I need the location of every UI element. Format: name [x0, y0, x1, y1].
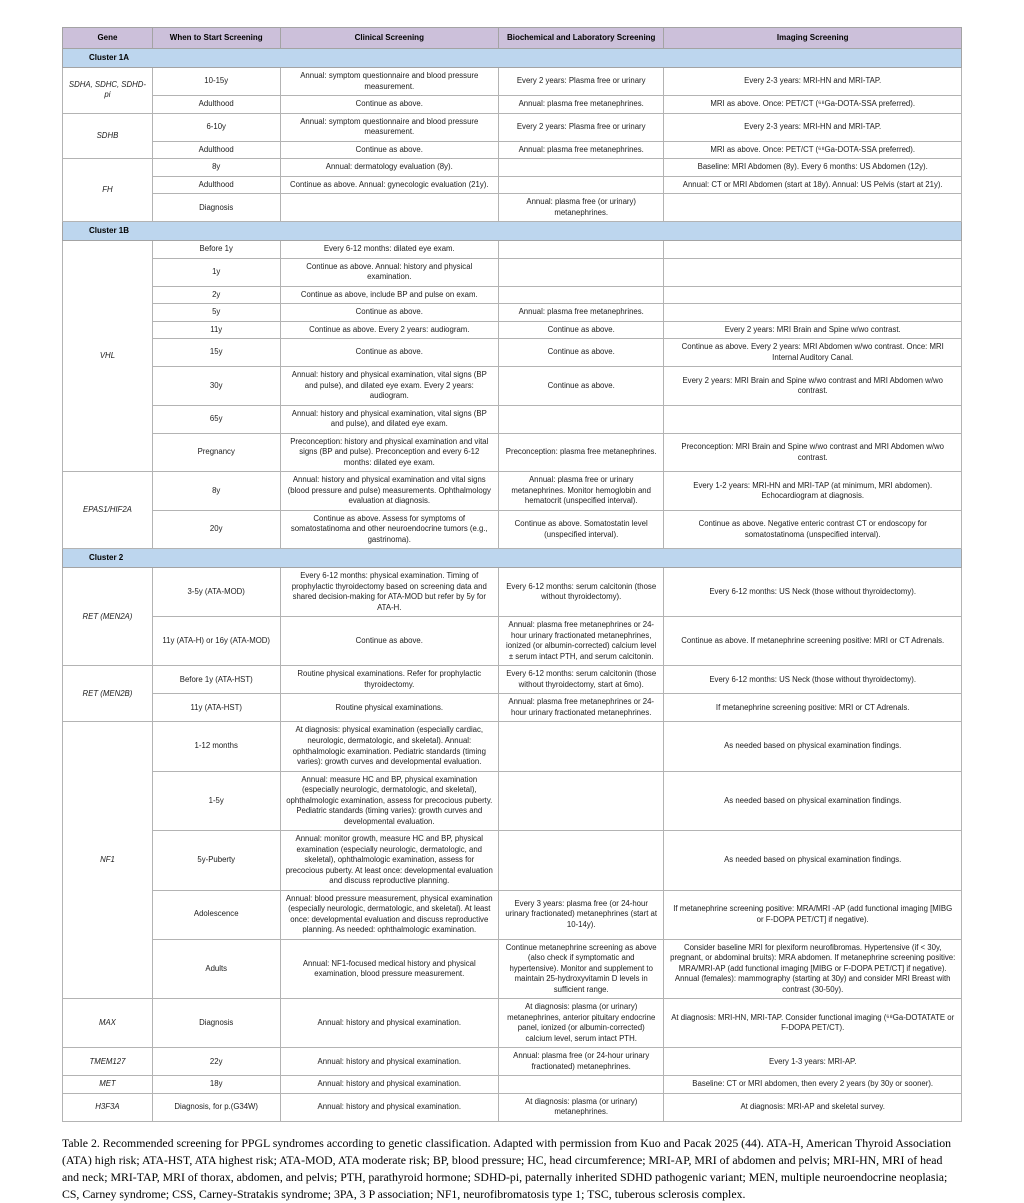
when-cell: 18y	[152, 1076, 280, 1094]
imaging-cell: If metanephrine screening positive: MRI or CT Adrenals.	[664, 694, 962, 722]
biochem-cell	[499, 159, 664, 177]
imaging-cell: Every 2-3 years: MRI-HN and MRI-TAP.	[664, 68, 962, 96]
imaging-cell	[664, 304, 962, 322]
when-cell: Diagnosis	[152, 999, 280, 1048]
imaging-cell: If metanephrine screening positive: MRA/MRI -AP (add functional imaging [MIBG or F-DOPA PET/CT] if negative).	[664, 890, 962, 939]
clinical-cell: Annual: symptom questionnaire and blood pressure measurement.	[280, 113, 498, 141]
table-row	[63, 617, 962, 666]
clinical-cell: Annual: history and physical examination.	[280, 1076, 498, 1094]
biochem-cell: Every 6-12 months: serum calcitonin (those without thyroidectomy, start at 6mo).	[499, 666, 664, 694]
gene-name: EPAS1/HIF2A	[63, 472, 153, 549]
imaging-cell: At diagnosis: MRI-HN, MRI-TAP. Consider functional imaging (⁶⁸Ga-DOTATATE or F-DOPA PET/CT).	[664, 999, 962, 1048]
cluster-band: Cluster 1A	[63, 49, 962, 68]
table-row	[63, 159, 962, 177]
when-cell: 65y	[152, 405, 280, 433]
clinical-cell: Continue as above. Assess for symptoms of somatostatinoma and other neuroendocrine tumors (e.g., gastrinoma).	[280, 510, 498, 549]
biochem-cell: Every 6-12 months: serum calcitonin (those without thyroidectomy).	[499, 568, 664, 617]
when-cell: 5y	[152, 304, 280, 322]
imaging-cell: Continue as above. If metanephrine screening positive: MRI or CT Adrenals.	[664, 617, 962, 666]
cluster-row	[63, 222, 962, 241]
imaging-cell: At diagnosis: MRI-AP and skeletal survey.	[664, 1093, 962, 1121]
when-cell: Diagnosis	[152, 194, 280, 222]
biochem-cell: Annual: plasma free (or 24-hour urinary fractionated) metanephrines.	[499, 1048, 664, 1076]
biochem-cell: Every 3 years: plasma free (or 24-hour urinary fractionated) metanephrines (start at 10-14y).	[499, 890, 664, 939]
table-row	[63, 694, 962, 722]
clinical-cell: Annual: NF1-focused medical history and physical examination, blood pressure measurement.	[280, 939, 498, 999]
gene-name: MET	[63, 1076, 153, 1094]
biochem-cell: Every 2 years: Plasma free or urinary	[499, 113, 664, 141]
when-cell: Adulthood	[152, 141, 280, 159]
table-row	[63, 258, 962, 286]
table-row	[63, 433, 962, 472]
imaging-cell	[664, 286, 962, 304]
when-cell: 30y	[152, 367, 280, 406]
table-row	[63, 1076, 962, 1094]
gene-name: H3F3A	[63, 1093, 153, 1121]
gene-name: RET (MEN2A)	[63, 568, 153, 666]
biochem-cell: Annual: plasma free metanephrines.	[499, 96, 664, 114]
biochem-cell: Continue as above.	[499, 367, 664, 406]
imaging-cell: Every 2 years: MRI Brain and Spine w/wo contrast.	[664, 321, 962, 339]
table-row	[63, 831, 962, 891]
table-row	[63, 241, 962, 259]
clinical-cell: Preconception: history and physical examination and vital signs (BP and pulse). Preconception and every 6-12 months: dilated eye exam.	[280, 433, 498, 472]
gene-name: SDHA, SDHC, SDHD-pi	[63, 68, 153, 114]
clinical-cell: Routine physical examinations.	[280, 694, 498, 722]
clinical-cell: Continue as above. Every 2 years: audiogram.	[280, 321, 498, 339]
when-cell: 20y	[152, 510, 280, 549]
cluster-row	[63, 549, 962, 568]
biochem-cell	[499, 722, 664, 771]
gene-name: VHL	[63, 241, 153, 472]
clinical-cell: Annual: monitor growth, measure HC and BP, physical examination (especially neurologic, dermatologic, and skeletal), ophthalmologic examination, assess for precocious puberty. At least once: developmental evaluation and discuss reproductive planning.	[280, 831, 498, 891]
clinical-cell: Annual: history and physical examination and vital signs (blood pressure and pulse) measurements. Ophthalmology evaluation at diagnosis.	[280, 472, 498, 511]
biochem-cell	[499, 405, 664, 433]
imaging-cell: Every 2 years: MRI Brain and Spine w/wo contrast and MRI Abdomen w/wo contrast.	[664, 367, 962, 406]
table-row	[63, 722, 962, 771]
when-cell: Adulthood	[152, 176, 280, 194]
when-cell: 11y (ATA-HST)	[152, 694, 280, 722]
table-row	[63, 68, 962, 96]
column-header-2: Clinical Screening	[280, 28, 498, 49]
imaging-cell: Every 1-3 years: MRI-AP.	[664, 1048, 962, 1076]
clinical-cell: Annual: symptom questionnaire and blood pressure measurement.	[280, 68, 498, 96]
clinical-cell	[280, 194, 498, 222]
table-row	[63, 568, 962, 617]
when-cell: 3-5y (ATA-MOD)	[152, 568, 280, 617]
table-row	[63, 286, 962, 304]
biochem-cell	[499, 176, 664, 194]
imaging-cell: Every 6-12 months: US Neck (those without thyroidectomy).	[664, 666, 962, 694]
biochem-cell: At diagnosis: plasma (or urinary) metanephrines, anterior pituitary endocrine panel, ionized (or albumin-corrected) calcium level, serum intact PTH.	[499, 999, 664, 1048]
when-cell: Adulthood	[152, 96, 280, 114]
biochem-cell: Annual: plasma free metanephrines or 24-hour urinary fractionated metanephrines, ionized (or albumin-corrected) calcium level ± serum intact PTH, and serum calcitonin.	[499, 617, 664, 666]
table-row	[63, 890, 962, 939]
gene-name: MAX	[63, 999, 153, 1048]
table-row	[63, 405, 962, 433]
imaging-cell: Continue as above. Every 2 years: MRI Abdomen w/wo contrast. Once: MRI Internal Auditory Canal.	[664, 339, 962, 367]
imaging-cell: Every 6-12 months: US Neck (those without thyroidectomy).	[664, 568, 962, 617]
biochem-cell	[499, 241, 664, 259]
imaging-cell: Every 1-2 years: MRI-HN and MRI-TAP (at minimum, MRI abdomen). Echocardiogram at diagnosis.	[664, 472, 962, 511]
imaging-cell: MRI as above. Once: PET/CT (⁶⁸Ga-DOTA-SSA preferred).	[664, 141, 962, 159]
biochem-cell	[499, 831, 664, 891]
column-header-1: When to Start Screening	[152, 28, 280, 49]
table-caption: Table 2. Recommended screening for PPGL syndromes according to genetic classification. Adapted with permission from Kuo and Pacak 2025 (44). ATA-H, American Thyroid Association (ATA) high risk; ATA-HST, ATA highest risk; ATA-MOD, ATA moderate risk; BP, blood pressure; HC, head circumference; MRI-AP, MRI of abdomen and pelvis; MRI-HN, MRI of head and neck; MRI-TAP, MRI of thorax, abdomen, and pelvis; PTH, parathyroid hormone; SDHD-pi, paternally inherited SDHD pathogenic variant; MEN, multiple neuroendocrine neoplasia; CS, Carney syndrome; CSS, Carney-Stratakis syndrome; 3PA, 3 P association; NF1, neurofibromatosis type 1; TSC, tuberous sclerosis complex.	[62, 1135, 952, 1202]
column-header-0: Gene	[63, 28, 153, 49]
biochem-cell	[499, 1076, 664, 1094]
gene-name: RET (MEN2B)	[63, 666, 153, 722]
biochem-cell	[499, 286, 664, 304]
table-row	[63, 472, 962, 511]
imaging-cell: As needed based on physical examination findings.	[664, 771, 962, 831]
cluster-band: Cluster 2	[63, 549, 962, 568]
when-cell: Adolescence	[152, 890, 280, 939]
biochem-cell: Continue as above. Somatostatin level (unspecified interval).	[499, 510, 664, 549]
biochem-cell: Annual: plasma free metanephrines.	[499, 304, 664, 322]
table-row	[63, 113, 962, 141]
biochem-cell: Continue metanephrine screening as above (also check if symptomatic and hypertensive). Monitor and supplement to maintain 25-hydroxyvitamin D levels in sufficient range.	[499, 939, 664, 999]
imaging-cell: MRI as above. Once: PET/CT (⁶⁸Ga-DOTA-SSA preferred).	[664, 96, 962, 114]
imaging-cell: Preconception: MRI Brain and Spine w/wo contrast and MRI Abdomen w/wo contrast.	[664, 433, 962, 472]
when-cell: 5y-Puberty	[152, 831, 280, 891]
clinical-cell: Continue as above. Annual: gynecologic evaluation (21y).	[280, 176, 498, 194]
biochem-cell	[499, 258, 664, 286]
biochem-cell: At diagnosis: plasma (or urinary) metanephrines.	[499, 1093, 664, 1121]
when-cell: 8y	[152, 159, 280, 177]
when-cell: 1-5y	[152, 771, 280, 831]
when-cell: 11y	[152, 321, 280, 339]
clinical-cell: Annual: history and physical examination, vital signs (BP and pulse), and dilated eye exam.	[280, 405, 498, 433]
when-cell: 6-10y	[152, 113, 280, 141]
table-row	[63, 367, 962, 406]
clinical-cell: At diagnosis: physical examination (especially cardiac, neurologic, dermatologic, and skeletal). Annual: ophthalmologic examination. Pediatric standards (timing varies): growth curves and developmental evaluation.	[280, 722, 498, 771]
gene-name: FH	[63, 159, 153, 222]
when-cell: 2y	[152, 286, 280, 304]
clinical-cell: Annual: history and physical examination.	[280, 999, 498, 1048]
clinical-cell: Annual: measure HC and BP, physical examination (especially neurologic, dermatologic, and skeletal), ophthalmologic examination, assess for precocious puberty. Pediatric standards (timing varies): growth curves and developmental evaluation.	[280, 771, 498, 831]
imaging-cell: Baseline: MRI Abdomen (8y). Every 6 months: US Abdomen (12y).	[664, 159, 962, 177]
clinical-cell: Continue as above. Annual: history and physical examination.	[280, 258, 498, 286]
table-row	[63, 194, 962, 222]
imaging-cell: As needed based on physical examination findings.	[664, 831, 962, 891]
when-cell: Adults	[152, 939, 280, 999]
when-cell: 11y (ATA-H) or 16y (ATA-MOD)	[152, 617, 280, 666]
imaging-cell	[664, 258, 962, 286]
table-row	[63, 999, 962, 1048]
biochem-cell: Annual: plasma free (or urinary) metanephrines.	[499, 194, 664, 222]
clinical-cell: Annual: history and physical examination.	[280, 1048, 498, 1076]
biochem-cell	[499, 771, 664, 831]
table-row	[63, 141, 962, 159]
table-row	[63, 339, 962, 367]
when-cell: Before 1y	[152, 241, 280, 259]
biochem-cell: Continue as above.	[499, 339, 664, 367]
clinical-cell: Continue as above.	[280, 617, 498, 666]
imaging-cell: Every 2-3 years: MRI-HN and MRI-TAP.	[664, 113, 962, 141]
imaging-cell	[664, 241, 962, 259]
table-row	[63, 771, 962, 831]
cluster-band: Cluster 1B	[63, 222, 962, 241]
table-row	[63, 939, 962, 999]
clinical-cell: Every 6-12 months: physical examination. Timing of prophylactic thyroidectomy based on screening data and shared decision-making for ATA-MOD but refer by 5y for ATA-H.	[280, 568, 498, 617]
clinical-cell: Continue as above, include BP and pulse on exam.	[280, 286, 498, 304]
table-row	[63, 1093, 962, 1121]
when-cell: 22y	[152, 1048, 280, 1076]
clinical-cell: Continue as above.	[280, 339, 498, 367]
gene-name: NF1	[63, 722, 153, 999]
cluster-row	[63, 49, 962, 68]
biochem-cell: Annual: plasma free metanephrines or 24-hour urinary fractionated metanephrines.	[499, 694, 664, 722]
clinical-cell: Annual: history and physical examination, vital signs (BP and pulse), and dilated eye exam. Every 2 years: audiogram.	[280, 367, 498, 406]
screening-table	[62, 27, 962, 1122]
table-row	[63, 510, 962, 549]
clinical-cell: Annual: blood pressure measurement, physical examination (especially neurologic, dermatologic, and skeletal). At least once: developmental evaluation and discuss reproductive planning. As needed: ophthalmologic examination.	[280, 890, 498, 939]
biochem-cell: Continue as above.	[499, 321, 664, 339]
imaging-cell: Consider baseline MRI for plexiform neurofibromas. Hypertensive (if < 30y, pregnant, or abdominal bruits): MRA abdomen. If metanephrine screening positive: MRA/MRI-AP (add functional imaging [MIBG or F-DOPA PET/CT] if negative). Annual (females): mammography (starting at 30y) and consider MRI Breast with contrast (30-50y).	[664, 939, 962, 999]
table-row	[63, 321, 962, 339]
clinical-cell: Annual: history and physical examination.	[280, 1093, 498, 1121]
table-row	[63, 96, 962, 114]
clinical-cell: Continue as above.	[280, 304, 498, 322]
when-cell: Pregnancy	[152, 433, 280, 472]
biochem-cell: Annual: plasma free metanephrines.	[499, 141, 664, 159]
imaging-cell: As needed based on physical examination findings.	[664, 722, 962, 771]
table-row	[63, 176, 962, 194]
column-header-4: Imaging Screening	[664, 28, 962, 49]
table-row	[63, 304, 962, 322]
imaging-cell: Baseline: CT or MRI abdomen, then every 2 years (by 30y or sooner).	[664, 1076, 962, 1094]
when-cell: 15y	[152, 339, 280, 367]
when-cell: 8y	[152, 472, 280, 511]
when-cell: 1-12 months	[152, 722, 280, 771]
gene-name: SDHB	[63, 113, 153, 159]
table-row	[63, 666, 962, 694]
biochem-cell: Preconception: plasma free metanephrines.	[499, 433, 664, 472]
header-row	[63, 28, 962, 49]
when-cell: Diagnosis, for p.(G34W)	[152, 1093, 280, 1121]
imaging-cell: Annual: CT or MRI Abdomen (start at 18y). Annual: US Pelvis (start at 21y).	[664, 176, 962, 194]
clinical-cell: Routine physical examinations. Refer for prophylactic thyroidectomy.	[280, 666, 498, 694]
clinical-cell: Continue as above.	[280, 141, 498, 159]
gene-name: TMEM127	[63, 1048, 153, 1076]
when-cell: Before 1y (ATA-HST)	[152, 666, 280, 694]
imaging-cell	[664, 194, 962, 222]
imaging-cell	[664, 405, 962, 433]
when-cell: 1y	[152, 258, 280, 286]
biochem-cell: Every 2 years: Plasma free or urinary	[499, 68, 664, 96]
biochem-cell: Annual: plasma free or urinary metanephrines. Monitor hemoglobin and hematocrit (unspecified interval).	[499, 472, 664, 511]
when-cell: 10-15y	[152, 68, 280, 96]
column-header-3: Biochemical and Laboratory Screening	[499, 28, 664, 49]
imaging-cell: Continue as above. Negative enteric contrast CT or endoscopy for somatostatinoma (unspecified interval).	[664, 510, 962, 549]
clinical-cell: Every 6-12 months: dilated eye exam.	[280, 241, 498, 259]
table-row	[63, 1048, 962, 1076]
clinical-cell: Continue as above.	[280, 96, 498, 114]
clinical-cell: Annual: dermatology evaluation (8y).	[280, 159, 498, 177]
